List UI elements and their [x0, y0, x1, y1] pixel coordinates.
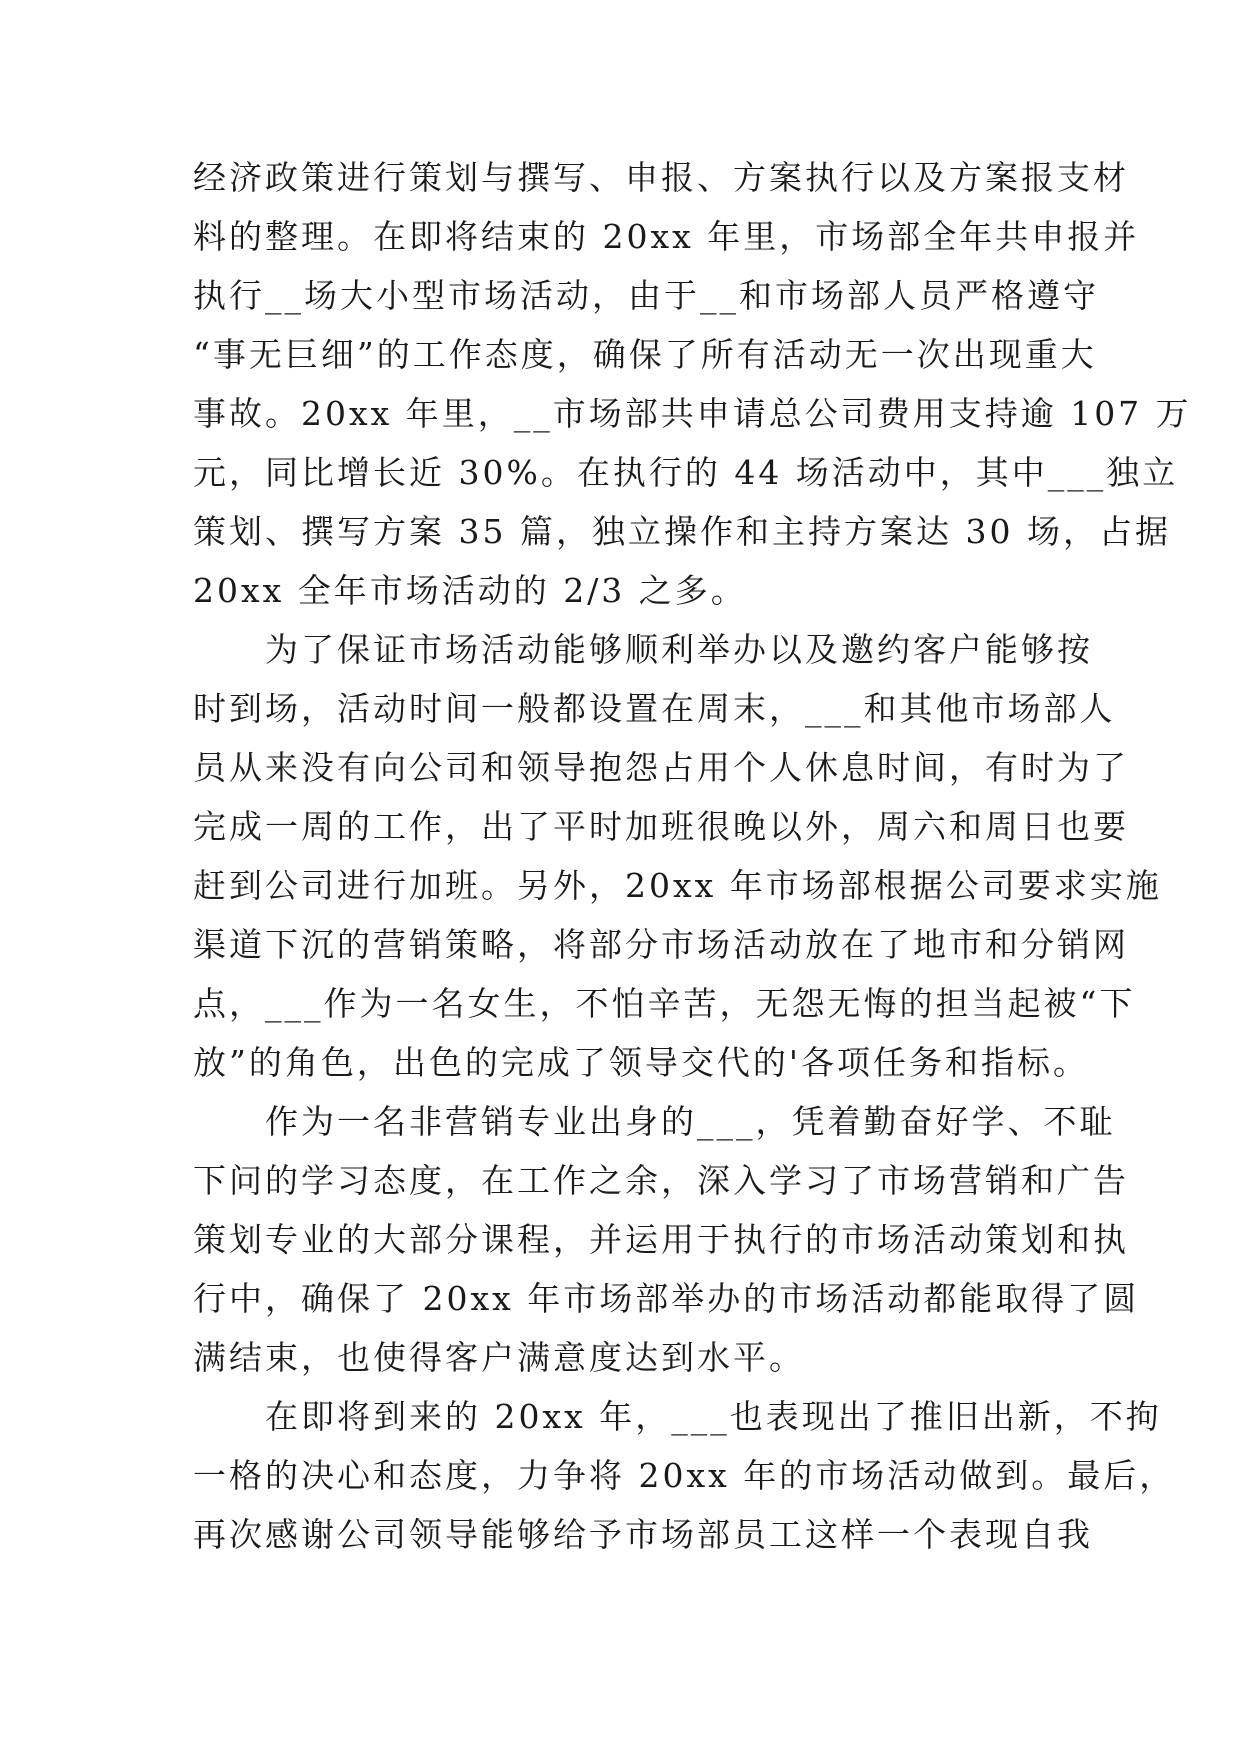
- text-line: 元，同比增长近 30%。在执行的 44 场活动中，其中___独立: [193, 453, 1179, 492]
- text-line: 赶到公司进行加班。另外，20xx 年市场部根据公司要求实施: [193, 866, 1162, 905]
- text-line: 渠道下沉的营销策略，将部分市场活动放在了地市和分销网: [193, 925, 1129, 964]
- text-line: 时到场，活动时间一般都设置在周末，___和其他市场部人: [193, 689, 1116, 728]
- text-line: 员从来没有向公司和领导抱怨占用个人休息时间，有时为了: [193, 748, 1129, 787]
- text-line: 点，___作为一名女生，不怕辛苦，无怨无悔的担当起被“下: [193, 984, 1136, 1023]
- text-line: 下问的学习态度，在工作之余，深入学习了市场营销和广告: [193, 1161, 1129, 1200]
- text-line: 执行__场大小型市场活动，由于__和市场部人员严格遵守: [193, 276, 1099, 315]
- text-line: 策划专业的大部分课程，并运用于执行的市场活动策划和执: [193, 1220, 1129, 1259]
- text-line: 策划、撰写方案 35 篇，独立操作和主持方案达 30 场，占据: [193, 512, 1171, 551]
- text-line: 作为一名非营销专业出身的___，凭着勤奋好学、不耻: [193, 1102, 1116, 1141]
- text-line: “事无巨细”的工作态度，确保了所有活动无一次出现重大: [193, 335, 1097, 374]
- text-line: 经济政策进行策划与撰写、申报、方案执行以及方案报支材: [193, 158, 1129, 197]
- text-line: 行中，确保了 20xx 年市场部举办的市场活动都能取得了圆: [193, 1279, 1140, 1318]
- body-text: [193, 148, 1192, 1564]
- text-line: 事故。20xx 年里，__市场部共申请总公司费用支持逾 107 万: [193, 394, 1192, 433]
- text-line: 料的整理。在即将结束的 20xx 年里，市场部全年共申报并: [193, 217, 1140, 256]
- text-line: 为了保证市场活动能够顺利举办以及邀约客户能够按: [193, 630, 1093, 669]
- text-line: 再次感谢公司领导能够给予市场部员工这样一个表现自我: [193, 1515, 1093, 1554]
- text-line: 放”的角色，出色的完成了领导交代的'各项任务和指标。: [193, 1043, 1089, 1082]
- text-line: 完成一周的工作，出了平时加班很晚以外，周六和周日也要: [193, 807, 1129, 846]
- text-line: 一格的决心和态度，力争将 20xx 年的市场活动做到。最后，: [193, 1456, 1176, 1495]
- text-line: 满结束，也使得客户满意度达到水平。: [193, 1338, 805, 1377]
- text-line: 在即将到来的 20xx 年，___也表现出了推旧出新，不拘: [193, 1397, 1162, 1436]
- text-line: 20xx 全年市场活动的 2/3 之多。: [193, 571, 747, 610]
